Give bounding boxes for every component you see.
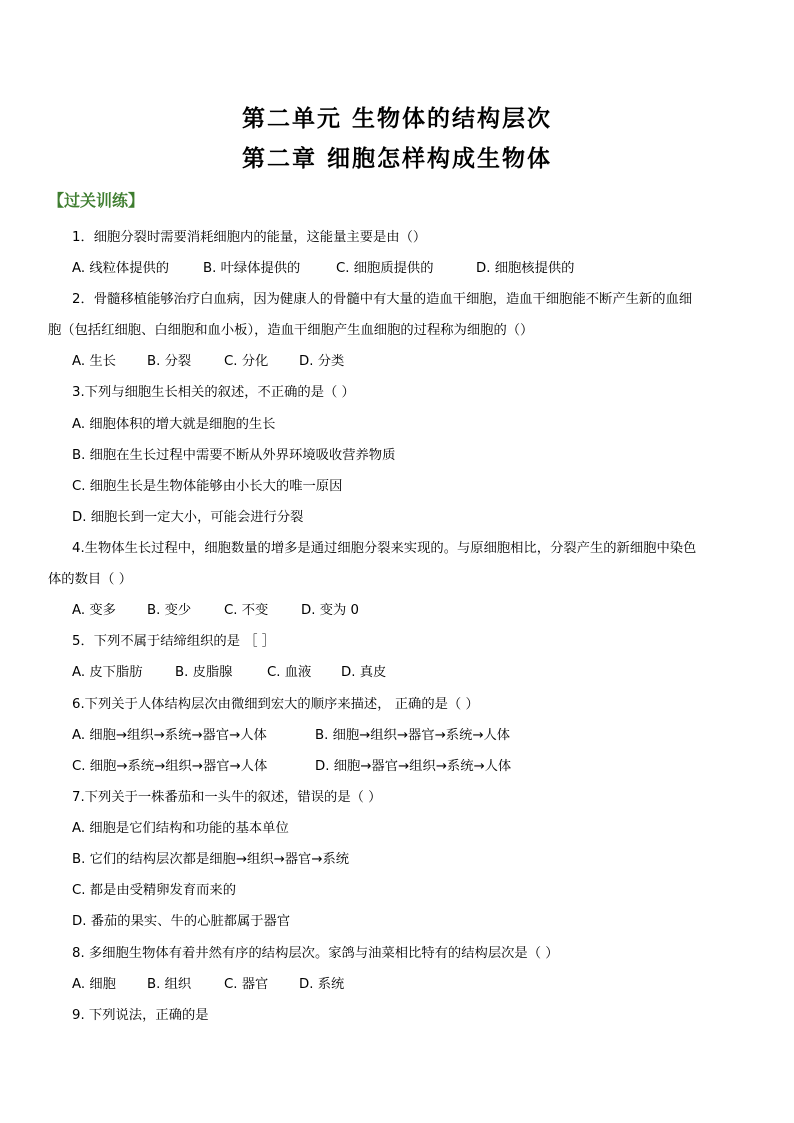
option-b: B. 皮脂腺 — [175, 665, 233, 680]
option-a: A. 细胞 — [72, 977, 116, 992]
question-5-stem: 5．下列不属于结缔组织的是 ［ ］ — [72, 634, 276, 649]
question-2-stem-line-2: 胞（包括红细胞、白细胞和血小板），造血干细胞产生血细胞的过程称为细胞的（） — [48, 323, 534, 338]
unit-title: 第二单元 生物体的结构层次 — [241, 105, 552, 132]
option-a: A. 线粒体提供的 — [72, 261, 170, 276]
option-c: C. 血液 — [267, 665, 312, 680]
option-b: B. 分裂 — [147, 354, 192, 369]
option-b: B. 叶绿体提供的 — [203, 261, 301, 276]
option-b: B. 组织 — [147, 977, 192, 992]
question-5-options — [72, 664, 386, 682]
question-2-stem-line-1: 2．骨髓移植能够治疗白血病，因为健康人的骨髓中有大量的造血干细胞，造血干细胞能不断产生新的血细 — [72, 292, 693, 307]
question-3-option-b: B. 细胞在生长过程中需要不断从外界环境吸收营养物质 — [72, 448, 396, 463]
option-a: A. 皮下脂肪 — [72, 665, 143, 680]
question-7-option-a: A. 细胞是它们结构和功能的基本单位 — [72, 821, 289, 836]
question-6-options-row-2 — [72, 758, 511, 776]
option-b: B. 细胞→组织→器官→系统→人体 — [315, 728, 511, 743]
option-d: D. 分类 — [299, 354, 345, 369]
question-1-stem: 1．细胞分裂时需要消耗细胞内的能量，这能量主要是由（） — [72, 230, 427, 245]
question-4-options — [72, 602, 359, 620]
option-d: D. 真皮 — [341, 665, 387, 680]
question-7-option-d: D. 番茄的果实、牛的心脏都属于器官 — [72, 914, 291, 929]
question-3-stem: 3.下列与细胞生长相关的叙述，不正确的是（ ） — [72, 385, 355, 400]
question-7-option-c: C. 都是由受精卵发育而来的 — [72, 883, 237, 898]
question-8-stem: 8. 多细胞生物体有着井然有序的结构层次。家鸽与油菜相比特有的结构层次是（ ） — [72, 946, 559, 961]
question-1-options — [72, 260, 574, 278]
option-a: A. 变多 — [72, 603, 116, 618]
option-d: D. 系统 — [299, 977, 345, 992]
question-4-stem-line-2: 体的数目（ ） — [48, 572, 133, 587]
option-c: C. 不变 — [224, 603, 269, 618]
question-3-option-d: D. 细胞长到一定大小，可能会进行分裂 — [72, 510, 304, 525]
question-2-options — [72, 353, 344, 371]
question-4-stem-line-1: 4.生物体生长过程中，细胞数量的增多是通过细胞分裂来实现的。与原细胞相比，分裂产生的新细胞中染色 — [72, 541, 697, 556]
question-6-stem: 6.下列关于人体结构层次由微细到宏大的顺序来描述， 正确的是（ ） — [72, 697, 479, 712]
option-c: C. 分化 — [224, 354, 269, 369]
question-7-option-b: B. 它们的结构层次都是细胞→组织→器官→系统 — [72, 852, 350, 867]
option-d: D. 细胞核提供的 — [476, 261, 575, 276]
option-a: A. 细胞→组织→系统→器官→人体 — [72, 728, 267, 743]
option-a: A. 生长 — [72, 354, 116, 369]
question-3-option-c: C. 细胞生长是生物体能够由小长大的唯一原因 — [72, 479, 343, 494]
section-label: 【过关训练】 — [48, 191, 145, 210]
question-9-stem: 9. 下列说法，正确的是 — [72, 1008, 209, 1023]
option-c: C. 细胞→系统→组织→器官→人体 — [72, 759, 268, 774]
question-8-options — [72, 976, 344, 994]
question-7-stem: 7.下列关于一株番茄和一头牛的叙述，错误的是（ ） — [72, 790, 382, 805]
option-d: D. 细胞→器官→组织→系统→人体 — [315, 759, 512, 774]
chapter-title: 第二章 细胞怎样构成生物体 — [241, 145, 552, 172]
option-d: D. 变为 0 — [301, 603, 359, 618]
question-6-options-row-1 — [72, 727, 510, 745]
question-3-option-a: A. 细胞体积的增大就是细胞的生长 — [72, 417, 276, 432]
option-c: C. 细胞质提供的 — [336, 261, 434, 276]
option-c: C. 器官 — [224, 977, 269, 992]
option-b: B. 变少 — [147, 603, 192, 618]
